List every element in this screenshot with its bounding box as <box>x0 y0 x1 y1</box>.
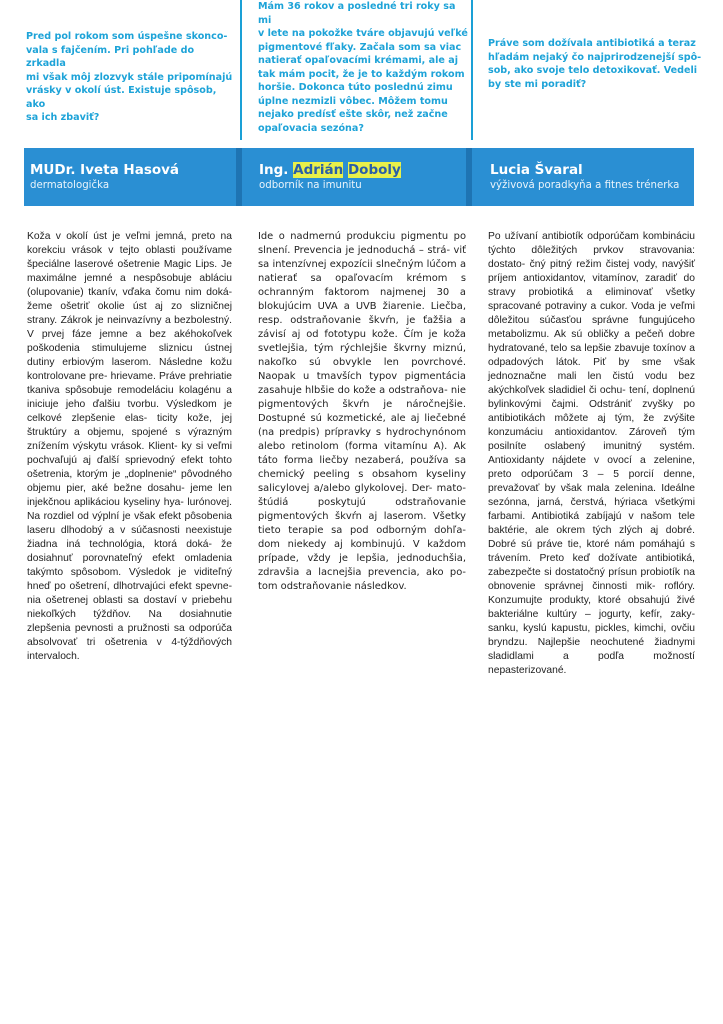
expert-role: dermatologička <box>30 180 110 191</box>
expert-role: odborník na imunitu <box>259 180 362 191</box>
expert-immunity <box>259 148 459 206</box>
reader-question-2: Mám 36 rokov a posledné tri roky sa mi v lete na pokožke tváre objavujú veľké pigmentové fľaky. Začala som sa viac natierať opaľovacími krémami, ale aj tak mám pocit, že je to každým rokom horšie. Dokonca túto poslednú zimu úplne nezmizli vôbec. Môžem tomu nejako predísť ešte skôr, než začne opaľovacia sezóna? <box>258 1 468 134</box>
answer-text: Koža v okolí úst je veľmi jemná, preto na korekciu vrások v tejto oblasti používame špeciálne laserové ošetrenie Magic Lips. Je maximálne jemné a nespôsobuje abláciu (olupovanie) tkanív, vďaka čomu nim doká- žeme ošetriť okolie úst aj zo slizničnej strany. Zákrok je neinvazívny a bezbolestný. V prvej fáze jemne a bez akéhokoľvek poškodenia stimulujeme sliznicu ústnej dutiny erbiovým laserom. Následne kožu kontrolovane pre- hrievame. Práve prehriatie tkaniva spôsobuje remodeláciu kolagénu a iniciuje jeho ďalšiu tvorbu. Výsledkom je celkové zlepšenie elas- ticity kože, jej štruktúry a objemu, spojené s výrazným znížením výskytu vrások. Klient- ky si veľmi pochvaľujú aj ďalší sprievodný efekt tohto ošetrenia, ktorým je „doplnenie“ pôvodného objemu pier, aké bežne dosahu- jeme len injekčnou aplikáciou kyseliny hya- lurónovej. Na rozdiel od výplní je však efekt pôsobenia laseru dlhodobý a v súčasnosti neexistuje žiadna iná technológia, ktorá doká- že dosiahnuť porovnateľný efekt omladenia takýmto spôsobom. Výsledok je viditeľný hneď po ošetrení, dlhotrvajúci efekt spevne- nia ošetrenej oblasti sa dostaví v priebehu niekoľkých týždňov. Na dosiahnutie zlepšenia pevnosti a pružnosti sa odporúča absolvovať tri ošetrenia v 4-týždňových intervaloch. <box>27 231 232 662</box>
reader-question-1: Pred pol rokom som úspešne skonco- vala s fajčením. Pri pohľade do zrkadla mi však môj zlozvyk stále pripomínajú vrásky v okolí úst. Existuje spôsob, ako sa ich zbaviť? <box>26 31 233 123</box>
band-separator-2 <box>466 148 472 206</box>
expert-dermatologist <box>30 148 230 206</box>
answer-column-1 <box>27 230 232 664</box>
expert-name <box>30 162 179 178</box>
expert-role: výživová poradkyňa a fitnes trénerka <box>490 180 680 191</box>
answer-text: Po užívaní antibiotík odporúčam kombináciu týchto dôležitých prvkov stravovania: dostato- čný pitný režim čistej vody, navýšiť príjem antioxidantov, vitamínov, zaradiť do stravy probiotiká a eliminovať všetky spracované potraviny a cukor. Voda je veľmi dôležitou súčasťou správne fungujúceho metabolizmu. Ak sú obličky a pečeň dobre hydratované, telo sa lepšie zbavuje toxínov a odpadových látok. Piť by sme však jednoznačne mali len čistú vodu bez akýchkoľvek sladidiel či ochu- tení, doplnenú bylinkovými čajmi. Odstrániť zvyšky po antibiotikách môžete aj tým, že zvýšite konzumáciu antioxidantov. Zároveň tým posilníte oslabený imunitný systém. Antioxidanty nájdete v ovocí a zelenine, preto odporúčam 3 – 5 porcií denne, prevažovať by však mala zelenina. Ideálne sezónna, jarná, čerstvá, hýriaca všetkými farbami. Antibiotiká zabíjajú v našom tele baktérie, ale okrem tých zlých aj dobré. Dobré sú práve tie, ktoré nám pomáhajú s trávením. Preto keď dožívate antibiotiká, zabezpečte si dostatočný prísun probiotík na obnovenie správnej činnosti mik- roflóry. Konzumujte produkty, ktoré obsahujú živé bakteriálne kultúry – jogurty, kefír, zaky- sanku, kyslú kapustu, pickles, kimchi, ovčiu bryndzu. Najlepšie neochutené žiadnymi sladidlami a podľa možností nepasterizované. <box>488 231 695 676</box>
expert-first-name-highlighted: Adrián <box>293 162 344 178</box>
expert-nutrition <box>490 148 690 206</box>
column-divider-1 <box>240 0 242 140</box>
answer-column-3 <box>488 230 695 678</box>
expert-name: Lucia Švaral <box>490 162 583 178</box>
expert-name <box>259 162 401 178</box>
expert-name-text: Iveta Hasová <box>80 162 180 178</box>
reader-question-3: Práve som dožívala antibiotiká a teraz hľadám nejaký čo najprirodzenejší spô- sob, ako svoje telo detoxikovať. Vedeli by ste mi poradiť? <box>488 38 702 90</box>
column-divider-2 <box>471 0 473 140</box>
band-separator-1 <box>236 148 242 206</box>
expert-last-name-highlighted: Doboly <box>347 162 401 178</box>
expert-title: Ing. <box>259 162 289 178</box>
answer-text: Ide o nadmernú produkciu pigmentu po slnení. Prevencia je jednoduchá – strá- viť sa intenzívnej expozícii slnečným lúčom a natierať sa opaľovacím krémom s ochranným faktorom najmenej 30 a blokujúcim UVA a UVB žiarenie. Liečba, resp. odstraňovanie škvŕn, je ťažšia a závisí aj od fototypu kože. Čím je koža svetlejšia, tým rýchlejšie škvrny miznú, nakoľko sú obvykle len povrchové. Naopak u tmavších typov pigmentácia zasahuje hlbšie do kože a odstraňova- nie pigmentových škvŕn je náročnejšie. Dostupné sú kozmetické, ale aj liečebné (na predpis) prípravky s hydrochynónom alebo retinolom (forma vitamínu A). Ak táto forma liečby nezaberá, používa sa chemický peeling s obsahom kyseliny salicylovej a/alebo glykolovej. Der- mato-štúdiá poskytujú odstraňovanie pigmentových škvŕn aj laserom. Všetky tieto terapie sa pod odborným dohľa- dom niekedy aj kombinujú. V každom prípade, vždy je lepšia, jednoduchšia, zdravšia a lacnejšia prevencia, ako po- tom odstraňovanie následkov. <box>258 231 466 592</box>
expert-title: MUDr. <box>30 162 76 178</box>
answer-column-2 <box>258 230 466 594</box>
